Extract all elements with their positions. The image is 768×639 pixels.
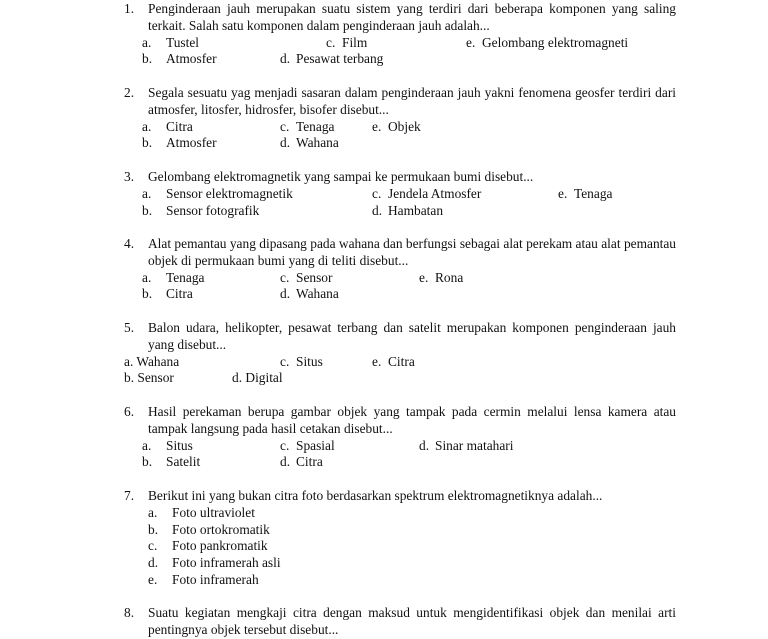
question-number: 1. [124, 1, 135, 16]
option-e: e. Citra [372, 353, 415, 369]
question-text: Hasil perekaman berupa gambar objek yang tampak pada cermin melalui lensa kamera atau tampak langsung pada hasil cetakan disebut... [148, 404, 676, 436]
option-b: b. Atmosfer [142, 135, 217, 151]
option-b: b. Sensor fotografik [142, 202, 260, 218]
options-list [148, 505, 676, 589]
option-e: e. Objek [372, 118, 421, 134]
options-row [124, 119, 676, 136]
option-a: a. Citra [142, 118, 193, 134]
option-a: a. Wahana [124, 353, 180, 369]
option-c: c. Foto pankromatik [148, 538, 268, 554]
options-row [124, 370, 676, 387]
option-a: a. Situs [142, 437, 193, 453]
option-a: a. Sensor elektromagnetik [142, 185, 293, 201]
options-row [124, 354, 676, 371]
question-number: 3. [124, 169, 135, 184]
question-text: Balon udara, helikopter, pesawat terbang dan satelit merupakan komponen penginderaan jauh yang disebut... [148, 320, 676, 352]
option-d: d. Pesawat terbang [280, 51, 384, 67]
question-7 [124, 488, 676, 589]
option-b: b. Foto ortokromatik [148, 521, 270, 537]
option-c: c. Film [326, 34, 368, 50]
question-5 [124, 320, 676, 387]
option-a: a. Tenaga [142, 269, 205, 285]
question-6 [124, 404, 676, 471]
option-d: d. Digital [232, 370, 283, 386]
option-d: d. Citra [280, 454, 323, 470]
option-a: a. Tustel [142, 34, 199, 50]
question-number: 5. [124, 320, 135, 335]
question-number: 2. [124, 85, 135, 100]
question-text: Penginderaan jauh merupakan suatu sistem yang terdiri dari beberapa komponen yang saling terkait. Salah satu komponen dalam penginderaan jauh adalah... [148, 1, 676, 33]
option-d: d. Hambatan [372, 202, 444, 218]
option-e: e. Foto inframerah [148, 571, 259, 587]
options-row [124, 186, 676, 203]
option-b: b. Sensor [124, 370, 174, 386]
option-e: e. Tenaga [558, 185, 613, 201]
options-row [124, 203, 676, 220]
question-number: 7. [124, 488, 135, 503]
option-b: b. Satelit [142, 454, 201, 470]
option-c: c. Situs [280, 353, 323, 369]
options-row [124, 286, 676, 303]
options-row [124, 135, 676, 152]
option-d: d. Foto inframerah asli [148, 555, 281, 571]
option-b: b. Citra [142, 286, 193, 302]
question-1 [124, 1, 676, 68]
option-c: c. Sensor [280, 269, 333, 285]
question-number: 8. [124, 605, 135, 620]
options-row [124, 35, 676, 52]
option-a: a. Foto ultraviolet [148, 504, 255, 520]
question-3 [124, 169, 676, 219]
option-e: e. Gelombang elektromagneti [466, 34, 629, 50]
option-e: e. Rona [419, 269, 464, 285]
options-row [124, 438, 676, 455]
option-c: c. Spasial [280, 437, 335, 453]
option-d: d. Sinar matahari [419, 437, 514, 453]
question-text: Segala sesuatu yag menjadi sasaran dalam penginderaan jauh yakni fenomena geosfer terdiri dari atmosfer, litosfer, hidrosfer, bisofer disebut... [148, 85, 676, 117]
question-text: Berikut ini yang bukan citra foto berdasarkan spektrum elektromagnetiknya adalah... [148, 488, 603, 503]
question-4 [124, 236, 676, 303]
options-row [124, 51, 676, 68]
option-d: d. Wahana [280, 286, 339, 302]
question-2 [124, 85, 676, 152]
option-d: d. Wahana [280, 135, 339, 151]
option-b: b. Atmosfer [142, 51, 217, 67]
question-number: 4. [124, 236, 135, 251]
question-text: Suatu kegiatan mengkaji citra dengan maksud untuk mengidentifikasi objek dan menilai arti pentingnya objek tersebut disebut... [148, 605, 676, 637]
option-c: c. Tenaga [280, 118, 335, 134]
question-8 [124, 605, 676, 639]
question-text: Alat pemantau yang dipasang pada wahana dan berfungsi sebagai alat perekam atau alat pemantau objek di permukaan bumi yang di teliti disebut... [148, 236, 676, 268]
options-row [124, 270, 676, 287]
option-c: c. Jendela Atmosfer [372, 185, 482, 201]
options-row [124, 454, 676, 471]
question-number: 6. [124, 404, 135, 419]
question-text: Gelombang elektromagnetik yang sampai ke permukaan bumi disebut... [148, 169, 534, 184]
